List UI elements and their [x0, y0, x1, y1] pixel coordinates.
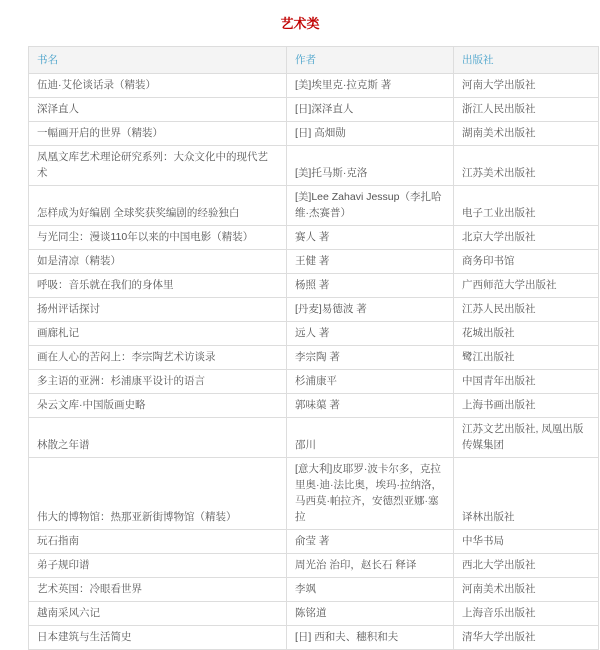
table-row	[29, 74, 599, 98]
book-title-cell: 朵云文库·中国版画史略	[29, 394, 287, 418]
table-row	[29, 186, 599, 226]
table-row	[29, 578, 599, 602]
table-row	[29, 626, 599, 650]
book-title-cell: 扬州评话探讨	[29, 298, 287, 322]
book-title-cell: 画廊札记	[29, 322, 287, 346]
book-title-cell: 艺术英国：冷眼看世界	[29, 578, 287, 602]
publisher-cell: 译林出版社	[454, 458, 599, 530]
book-title-cell: 怎样成为好编剧 全球奖获奖编剧的经验独白	[29, 186, 287, 226]
publisher-cell: 花城出版社	[454, 322, 599, 346]
author-cell: [美]托马斯·克洛	[287, 146, 454, 186]
column-header-book-title: 书名	[29, 47, 287, 74]
publisher-cell: 江苏文艺出版社, 凤凰出版传媒集团	[454, 418, 599, 458]
publisher-cell: 湖南美术出版社	[454, 122, 599, 146]
publisher-cell: 中国青年出版社	[454, 370, 599, 394]
page	[0, 13, 600, 643]
book-title-cell: 弟子规印谱	[29, 554, 287, 578]
book-title-cell: 越南采风六记	[29, 602, 287, 626]
publisher-cell: 上海书画出版社	[454, 394, 599, 418]
table-row	[29, 346, 599, 370]
table-row	[29, 602, 599, 626]
publisher-cell: 浙江人民出版社	[454, 98, 599, 122]
author-cell: [丹麦]易德波 著	[287, 298, 454, 322]
author-cell: 周光治 治印，赵长石 释译	[287, 554, 454, 578]
table-row	[29, 274, 599, 298]
table-row	[29, 226, 599, 250]
column-header-author: 作者	[287, 47, 454, 74]
publisher-cell: 上海音乐出版社	[454, 602, 599, 626]
book-title-cell: 凤凰文库艺术理论研究系列：大众文化中的现代艺术	[29, 146, 287, 186]
table-row	[29, 554, 599, 578]
book-title-cell: 呼吸：音乐就在我们的身体里	[29, 274, 287, 298]
author-cell: 杉浦康平	[287, 370, 454, 394]
book-title-cell: 伍迪·艾伦谈话录（精装）	[29, 74, 287, 98]
page-title: 艺术类	[280, 16, 320, 31]
table-row	[29, 370, 599, 394]
book-title-cell: 伟大的博物馆：热那亚新街博物馆（精装）	[29, 458, 287, 530]
table-row	[29, 298, 599, 322]
author-cell: 邵川	[287, 418, 454, 458]
author-cell: [意大利]皮耶罗·波卡尔多，克拉里奥·迪·法比奥，埃玛·拉纳洛，马西莫·帕拉齐，安德烈亚娜·塞拉	[287, 458, 454, 530]
publisher-cell: 中华书局	[454, 530, 599, 554]
publisher-cell: 鹭江出版社	[454, 346, 599, 370]
table-row	[29, 530, 599, 554]
author-cell: 李飒	[287, 578, 454, 602]
table-header	[29, 47, 599, 74]
table-row	[29, 146, 599, 186]
author-cell: [日]深泽直人	[287, 98, 454, 122]
publisher-cell: 商务印书馆	[454, 250, 599, 274]
book-title-cell: 画在人心的苦闷上：李宗陶艺术访谈录	[29, 346, 287, 370]
author-cell: 远人 著	[287, 322, 454, 346]
book-title-cell: 与光同尘：漫谈110年以来的中国电影（精装）	[29, 226, 287, 250]
table-row	[29, 250, 599, 274]
publisher-cell: 河南美术出版社	[454, 578, 599, 602]
header-row	[29, 47, 599, 74]
publisher-cell: 江苏人民出版社	[454, 298, 599, 322]
author-cell: [美]埃里克·拉克斯 著	[287, 74, 454, 98]
author-cell: 郭味蕖 著	[287, 394, 454, 418]
publisher-cell: 北京大学出版社	[454, 226, 599, 250]
column-header-publisher: 出版社	[454, 47, 599, 74]
author-cell: 赛人 著	[287, 226, 454, 250]
book-title-cell: 林散之年谱	[29, 418, 287, 458]
author-cell: 王健 著	[287, 250, 454, 274]
book-title-cell: 玩石指南	[29, 530, 287, 554]
publisher-cell: 广西师范大学出版社	[454, 274, 599, 298]
table-row	[29, 458, 599, 530]
author-cell: [日] 高畑勋	[287, 122, 454, 146]
author-cell: 杨照 著	[287, 274, 454, 298]
book-title-cell: 日本建筑与生活简史	[29, 626, 287, 650]
publisher-cell: 河南大学出版社	[454, 74, 599, 98]
table-row	[29, 394, 599, 418]
book-title-cell: 如是清凉（精装）	[29, 250, 287, 274]
publisher-cell: 西北大学出版社	[454, 554, 599, 578]
publisher-cell: 清华大学出版社	[454, 626, 599, 650]
author-cell: [美]Lee Zahavi Jessup（李扎哈维·杰赛普）	[287, 186, 454, 226]
table-row	[29, 322, 599, 346]
publisher-cell: 电子工业出版社	[454, 186, 599, 226]
books-table-body	[29, 74, 599, 650]
books-table	[28, 46, 599, 650]
author-cell: 俞莹 著	[287, 530, 454, 554]
table-row	[29, 418, 599, 458]
table-row	[29, 122, 599, 146]
author-cell: 李宗陶 著	[287, 346, 454, 370]
book-title-cell: 一幅画开启的世界（精装）	[29, 122, 287, 146]
book-title-cell: 深泽直人	[29, 98, 287, 122]
book-title-cell: 多主语的亚洲：杉浦康平设计的语言	[29, 370, 287, 394]
author-cell: 陈铭道	[287, 602, 454, 626]
table-row	[29, 98, 599, 122]
publisher-cell: 江苏美术出版社	[454, 146, 599, 186]
author-cell: [日] 西和夫、穗积和夫	[287, 626, 454, 650]
